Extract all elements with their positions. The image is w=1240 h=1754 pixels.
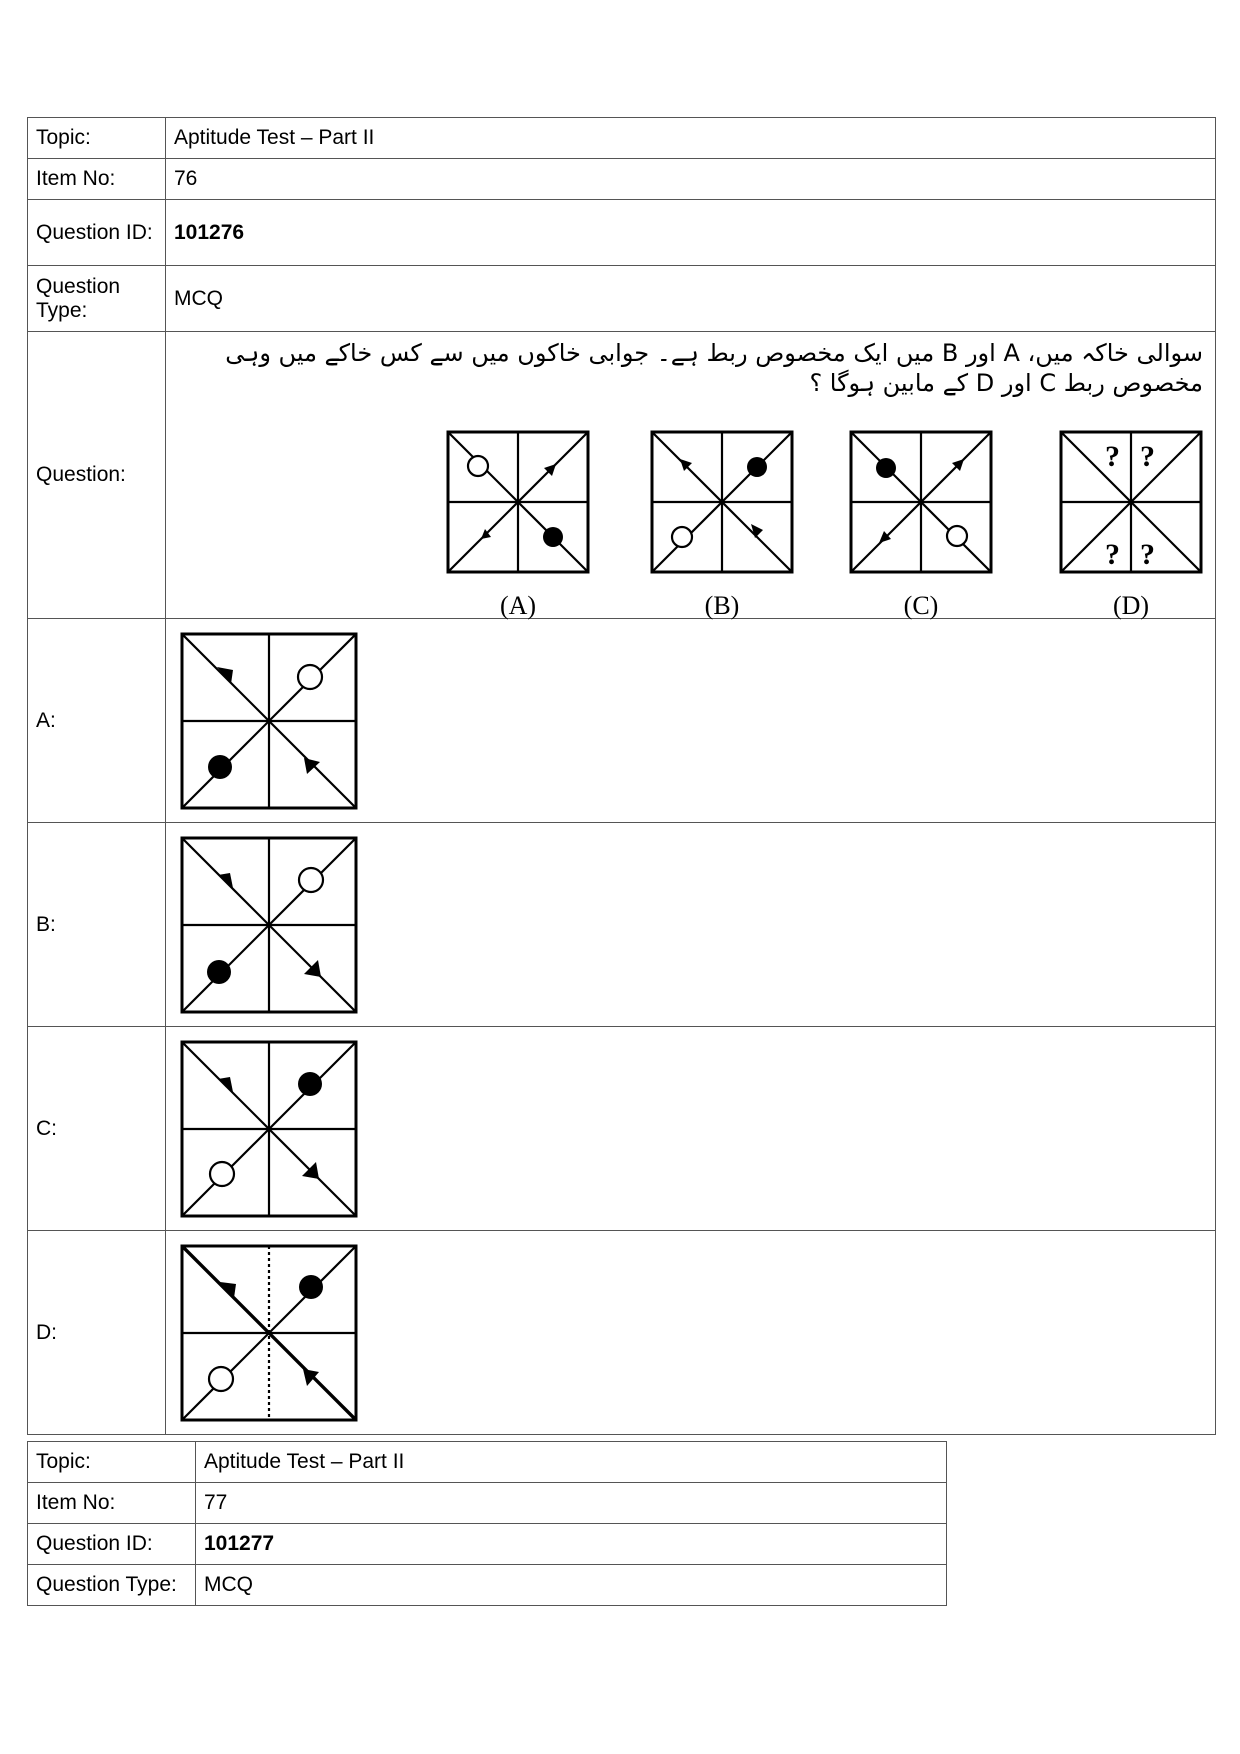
topic-label: Topic: — [28, 118, 166, 159]
option-b-figure — [180, 836, 358, 1014]
option-c-cell[interactable] — [166, 1027, 1216, 1231]
option-d-figure — [180, 1244, 358, 1422]
question-id-value: 101276 — [166, 200, 1216, 266]
question-id-value: 101277 — [196, 1524, 947, 1565]
figure-a — [448, 432, 588, 572]
option-b-label: B: — [28, 823, 166, 1027]
question-cell — [166, 332, 1216, 619]
option-d-label: D: — [28, 1231, 166, 1435]
option-b-cell[interactable] — [166, 823, 1216, 1027]
figure-b — [652, 432, 792, 572]
option-c-label: C: — [28, 1027, 166, 1231]
question-id-label: Question ID: — [28, 200, 166, 266]
option-a-figure — [180, 632, 358, 810]
question-type-value: MCQ — [166, 266, 1216, 332]
question-id-label: Question ID: — [28, 1524, 196, 1565]
item-no-label: Item No: — [28, 159, 166, 200]
question-type-label: Question Type: — [28, 1565, 196, 1606]
question-mark-4: ? — [1140, 538, 1155, 571]
caption-d: (D) — [1112, 591, 1150, 620]
option-d-cell[interactable] — [166, 1231, 1216, 1435]
figure-c — [851, 432, 991, 572]
topic-label: Topic: — [28, 1442, 196, 1483]
option-a-label: A: — [28, 619, 166, 823]
question-77-table — [27, 1441, 947, 1606]
question-figure-svg — [176, 398, 1236, 588]
option-c-figure — [180, 1040, 358, 1218]
question-type-label: Question Type: — [28, 266, 166, 332]
topic-value: Aptitude Test – Part II — [196, 1442, 947, 1483]
question-label: Question: — [28, 332, 166, 619]
item-no-label: Item No: — [28, 1483, 196, 1524]
question-mark-3: ? — [1105, 538, 1120, 571]
figure-d — [1061, 432, 1201, 572]
question-mark-1: ? — [1105, 440, 1120, 473]
question-type-value: MCQ — [196, 1565, 947, 1606]
question-figures — [176, 398, 1205, 618]
item-no-value: 77 — [196, 1483, 947, 1524]
caption-b: (B) — [704, 591, 740, 620]
item-no-value: 76 — [166, 159, 1216, 200]
question-76-table — [27, 117, 1216, 1435]
caption-a: (A) — [499, 591, 537, 620]
question-text: سوالی خاکہ میں، A اور B میں ایک مخصوص ربط ہے۔ جوابی خاکوں میں سے کس خاکے میں وہی مخصوص ربط C اور D کے مابین ہوگا ؟ — [225, 339, 1203, 397]
question-mark-2: ? — [1140, 440, 1155, 473]
option-a-cell[interactable] — [166, 619, 1216, 823]
topic-value: Aptitude Test – Part II — [166, 118, 1216, 159]
caption-c: (C) — [903, 591, 939, 620]
